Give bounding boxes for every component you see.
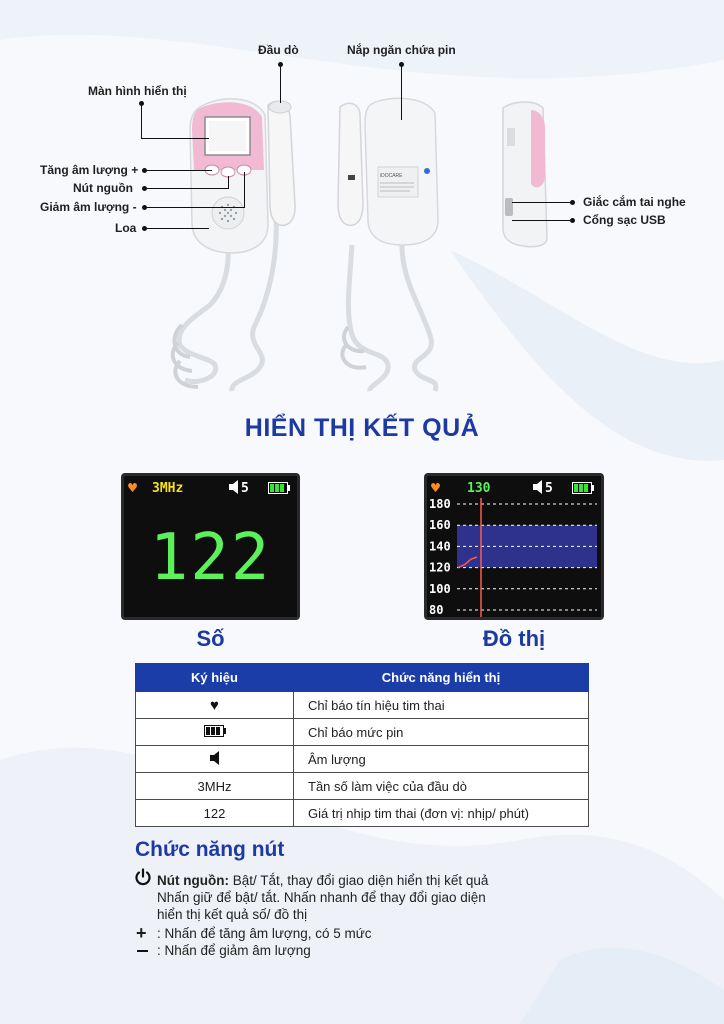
volume-level: 5	[545, 481, 553, 496]
battery-icon	[268, 482, 290, 498]
power-button-label: Nút nguồn	[73, 181, 133, 195]
y-tick-label: 80	[429, 603, 444, 617]
display-label: Màn hình hiển thị	[88, 84, 187, 98]
y-tick-label: 160	[429, 518, 451, 533]
column-header-symbol: Ký hiệu	[136, 664, 294, 692]
button-functions-title: Chức năng nút	[135, 838, 285, 861]
power-button-term: Nút nguồn:	[157, 873, 229, 888]
row-function: Chỉ báo mức pin	[294, 719, 589, 746]
volume-level: 5	[241, 481, 249, 496]
y-tick-label: 100	[429, 581, 451, 596]
minus-icon	[137, 950, 148, 952]
speaker-icon	[210, 753, 220, 768]
symbol-legend-table	[135, 663, 589, 827]
headphone-jack-label: Giắc cắm tai nghe	[583, 195, 686, 209]
power-button-description	[157, 872, 597, 923]
battery-icon	[204, 725, 226, 740]
heart-icon: ♥	[128, 479, 138, 497]
device-back-illustration	[330, 95, 470, 395]
table-row	[136, 692, 589, 719]
brand-text: iDOCARE	[380, 173, 403, 179]
power-line-3: hiển thị kết quả số/ đồ thị	[157, 907, 308, 922]
plus-description: : Nhấn để tăng âm lượng, có 5 mức	[157, 926, 372, 941]
row-function: Giá trị nhịp tim thai (đơn vị: nhịp/ phút)	[294, 800, 589, 827]
power-icon	[134, 868, 152, 891]
y-tick-label: 140	[429, 539, 451, 554]
table-row	[136, 746, 589, 773]
probe-label: Đầu dò	[258, 43, 299, 57]
usb-port-label: Cổng sạc USB	[583, 213, 666, 227]
power-line-2: Nhấn giữ để bật/ tắt. Nhấn nhanh để thay đổi giao diện	[157, 890, 486, 905]
table-row	[136, 800, 589, 827]
numeric-caption: Số	[196, 626, 225, 651]
heart-icon: ♥	[431, 479, 441, 497]
table-row	[136, 719, 589, 746]
volume-down-label: Giảm âm lượng -	[40, 200, 137, 214]
heart-rate-number: 122	[149, 521, 272, 595]
device-side-illustration	[495, 98, 555, 248]
graph-heart-rate-value: 130	[467, 481, 491, 496]
row-symbol: 3MHz	[136, 773, 294, 800]
graph-display-screen	[424, 473, 604, 620]
minus-description: : Nhấn để giảm âm lượng	[157, 943, 311, 958]
graph-caption: Đồ thị	[482, 626, 546, 651]
numeric-display-screen	[121, 473, 300, 620]
heart-icon: ♥	[210, 696, 219, 714]
row-function: Âm lượng	[294, 746, 589, 773]
power-line-1: Bật/ Tắt, thay đổi giao diện hiển thị kết quả	[228, 873, 489, 888]
row-symbol: 122	[136, 800, 294, 827]
battery-cover-label: Nắp ngăn chứa pin	[347, 43, 456, 57]
frequency-value: 3MHz	[152, 481, 184, 496]
column-header-function: Chức năng hiển thị	[294, 664, 589, 692]
y-tick-label: 120	[429, 560, 451, 575]
speaker-icon	[229, 480, 239, 498]
row-function: Tần số làm việc của đầu dò	[294, 773, 589, 800]
row-function: Chỉ báo tín hiệu tim thai	[294, 692, 589, 719]
y-tick-label: 180	[429, 497, 451, 511]
table-row	[136, 773, 589, 800]
speaker-label: Loa	[115, 221, 137, 235]
section-title: HIỂN THỊ KẾT QUẢ	[244, 414, 480, 442]
plus-icon: +	[136, 923, 147, 943]
device-front-illustration	[160, 95, 310, 395]
volume-up-label: Tăng âm lượng +	[40, 163, 139, 177]
fetal-heart-rate-graph	[427, 496, 601, 617]
